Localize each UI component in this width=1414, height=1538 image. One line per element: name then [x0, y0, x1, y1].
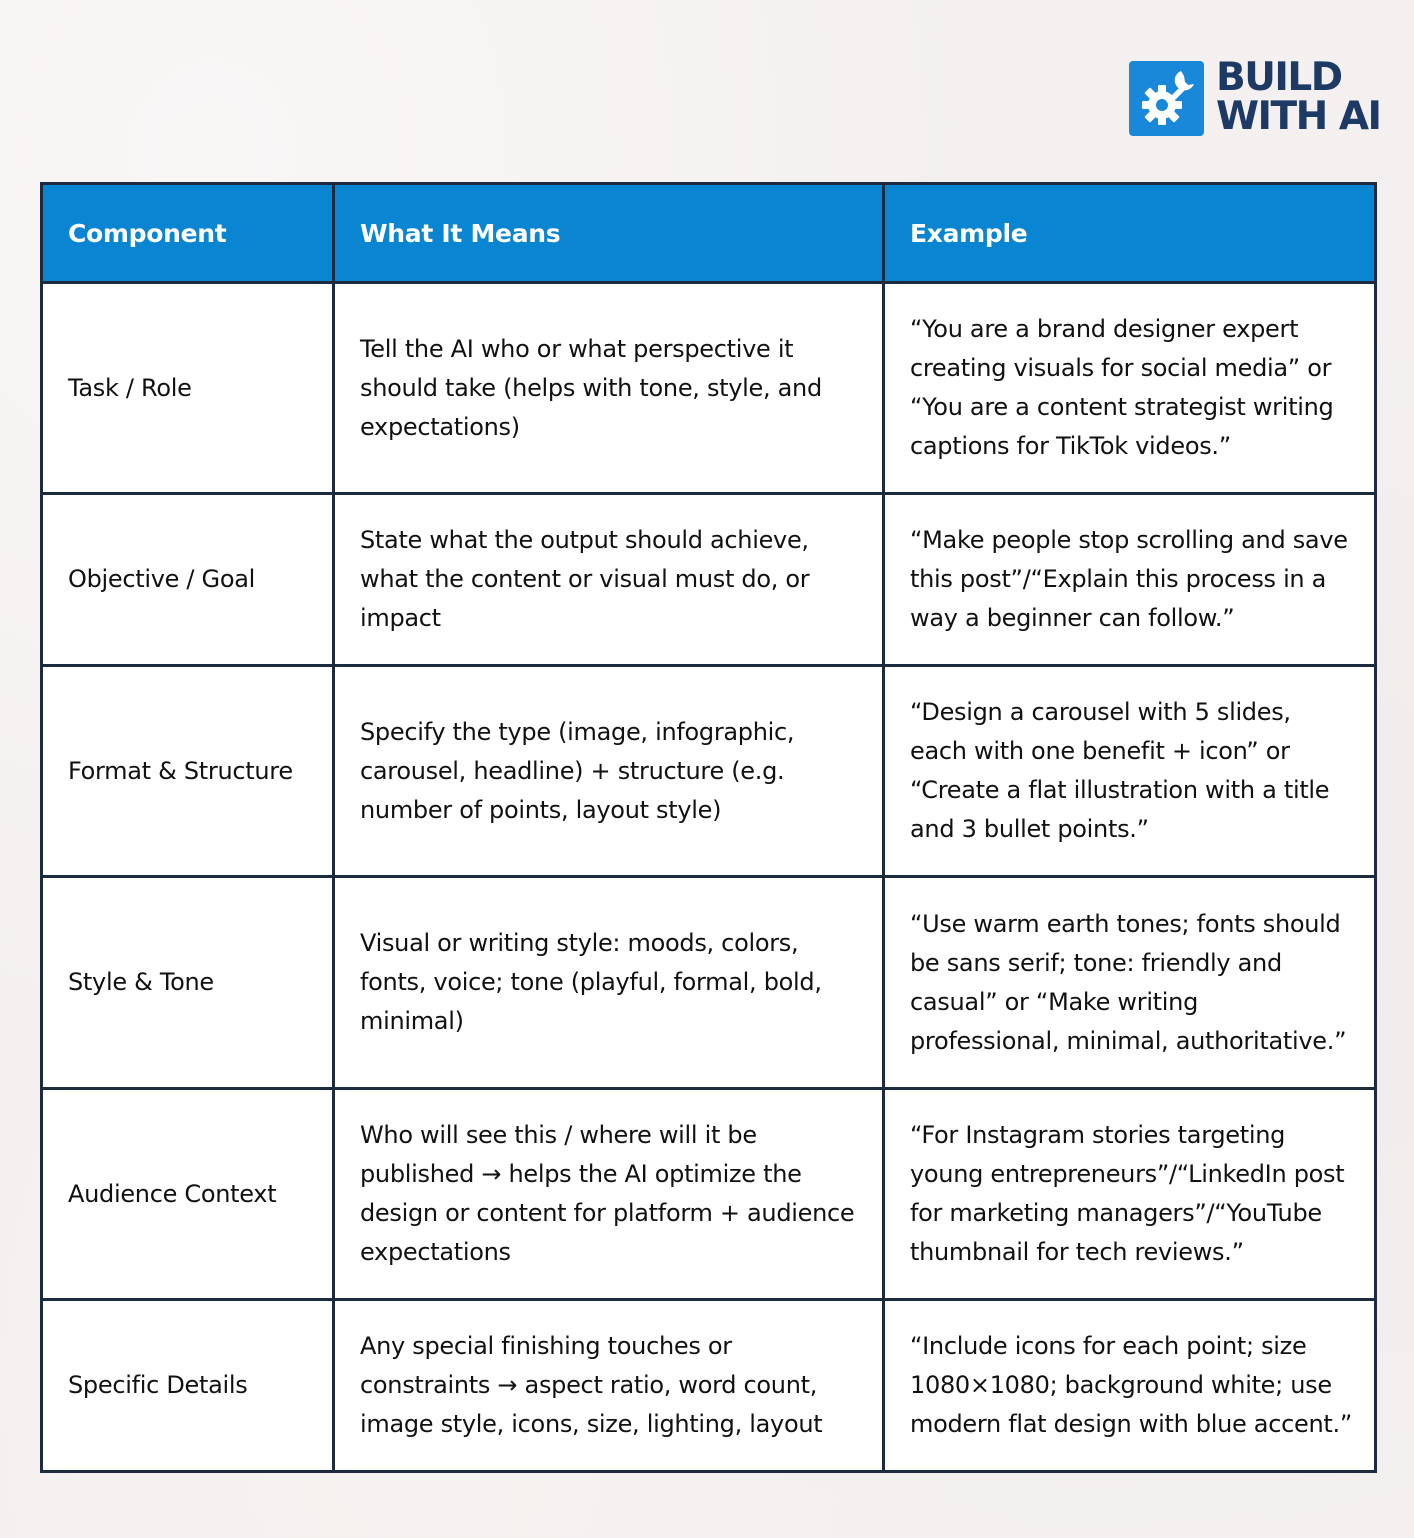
prompt-components-table [40, 182, 1377, 1473]
logo-line-2: WITH AI [1216, 94, 1381, 139]
table-row [42, 283, 1376, 494]
cell-component: Format & Structure [42, 666, 334, 877]
cell-component: Task / Role [42, 283, 334, 494]
table-header-row [42, 184, 1376, 283]
table-row [42, 666, 1376, 877]
cell-meaning: Specify the type (image, infographic, carousel, headline) + structure (e.g. number of points, layout style) [334, 666, 884, 877]
table-row [42, 494, 1376, 666]
header-example: Example [884, 184, 1376, 283]
cell-example: “Include icons for each point; size 1080×1080; background white; use modern flat design with blue accent.” [884, 1300, 1376, 1472]
cell-meaning: Who will see this / where will it be published → helps the AI optimize the design or content for platform + audience expectations [334, 1089, 884, 1300]
cell-example: “Design a carousel with 5 slides, each with one benefit + icon” or “Create a flat illustration with a title and 3 bullet points.” [884, 666, 1376, 877]
logo-wordmark [1216, 55, 1381, 139]
prompt-components-table-wrapper [40, 182, 1374, 1473]
cell-component: Audience Context [42, 1089, 334, 1300]
cell-meaning: Tell the AI who or what perspective it should take (helps with tone, style, and expectations) [334, 283, 884, 494]
cell-example: “Use warm earth tones; fonts should be sans serif; tone: friendly and casual” or “Make writing professional, minimal, authoritative.” [884, 877, 1376, 1089]
header-component: Component [42, 184, 334, 283]
cell-component: Objective / Goal [42, 494, 334, 666]
table-row [42, 1300, 1376, 1472]
cell-example: “You are a brand designer expert creating visuals for social media” or “You are a content strategist writing captions for TikTok videos.” [884, 283, 1376, 494]
table-row [42, 1089, 1376, 1300]
cell-example: “Make people stop scrolling and save this post”/“Explain this process in a way a beginner can follow.” [884, 494, 1376, 666]
header-what-it-means: What It Means [334, 184, 884, 283]
cell-component: Specific Details [42, 1300, 334, 1472]
cell-component: Style & Tone [42, 877, 334, 1089]
brand-logo [1129, 55, 1381, 140]
cell-meaning: State what the output should achieve, what the content or visual must do, or impact [334, 494, 884, 666]
gear-wrench-icon [1129, 61, 1204, 136]
table-row [42, 877, 1376, 1089]
cell-meaning: Any special finishing touches or constraints → aspect ratio, word count, image style, icons, size, lighting, layout [334, 1300, 884, 1472]
logo-line-1: BUILD [1216, 55, 1342, 100]
cell-meaning: Visual or writing style: moods, colors, fonts, voice; tone (playful, formal, bold, minimal) [334, 877, 884, 1089]
cell-example: “For Instagram stories targeting young entrepreneurs”/“LinkedIn post for marketing managers”/“YouTube thumbnail for tech reviews.” [884, 1089, 1376, 1300]
